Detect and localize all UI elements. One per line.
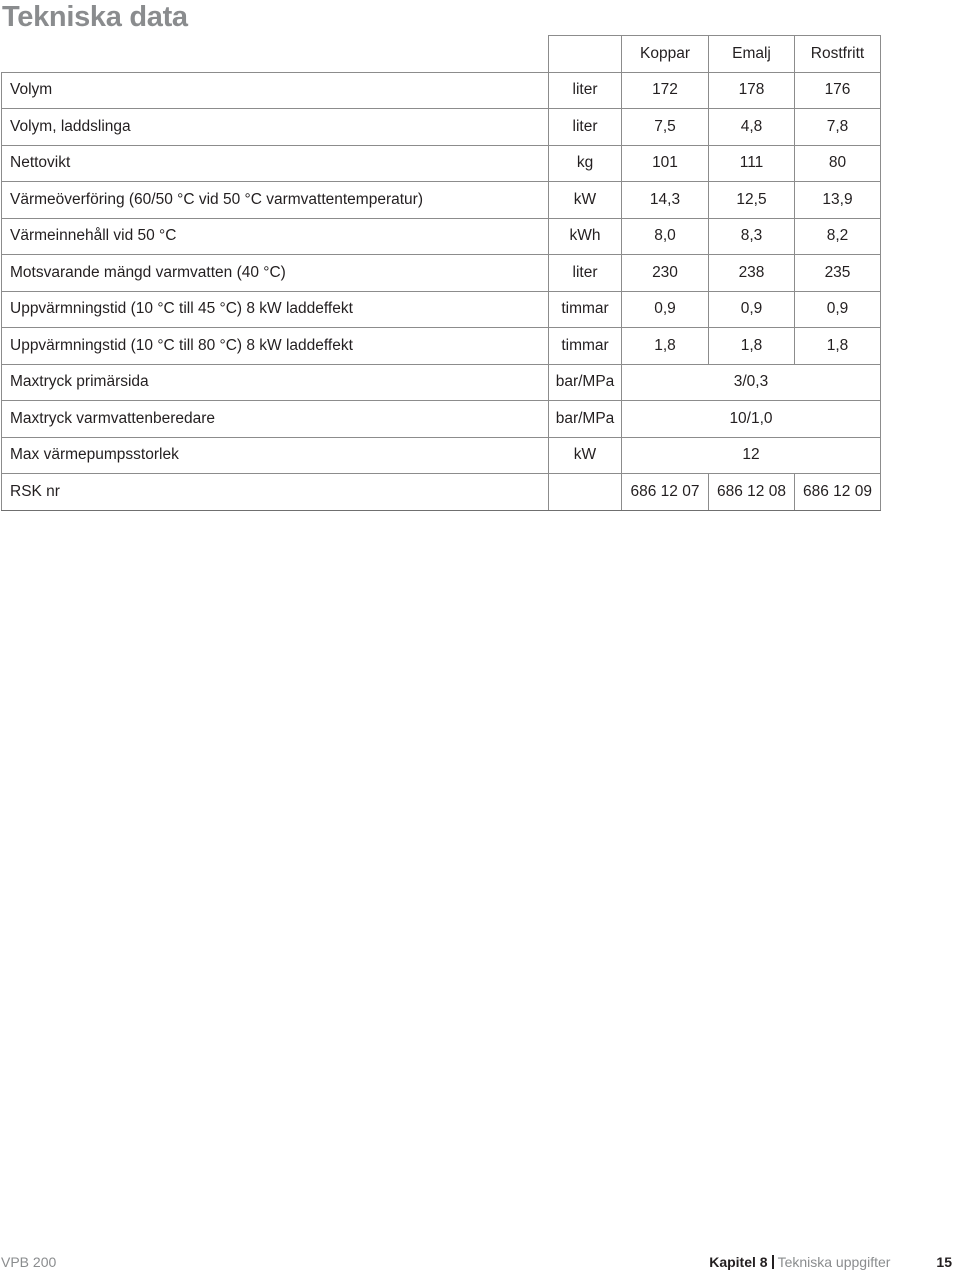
- table-row: [2, 364, 881, 401]
- row-label: Uppvärmningstid (10 °C till 80 °C) 8 kW laddeffekt: [2, 328, 549, 365]
- row-label: Uppvärmningstid (10 °C till 45 °C) 8 kW laddeffekt: [2, 291, 549, 328]
- row-unit: kW: [549, 437, 622, 474]
- table-row: [2, 328, 881, 365]
- technical-data-table: [1, 35, 881, 511]
- row-label: RSK nr: [2, 474, 549, 511]
- row-unit: liter: [549, 72, 622, 109]
- row-unit: timmar: [549, 291, 622, 328]
- row-merged-value: 3/0,3: [622, 364, 881, 401]
- table-row: [2, 218, 881, 255]
- row-value: 1,8: [622, 328, 709, 365]
- row-label: Max värmepumpsstorlek: [2, 437, 549, 474]
- table-row: [2, 182, 881, 219]
- row-value: 8,3: [709, 218, 795, 255]
- row-value: 686 12 08: [709, 474, 795, 511]
- row-value: 8,2: [795, 218, 881, 255]
- row-merged-value: 10/1,0: [622, 401, 881, 438]
- row-value: 1,8: [709, 328, 795, 365]
- row-merged-value: 12: [622, 437, 881, 474]
- footer-page-number: 15: [936, 1254, 952, 1270]
- row-unit: kWh: [549, 218, 622, 255]
- column-header: Koppar: [622, 36, 709, 73]
- row-value: 0,9: [795, 291, 881, 328]
- table-row: [2, 109, 881, 146]
- row-value: 8,0: [622, 218, 709, 255]
- row-label: Värmeöverföring (60/50 °C vid 50 °C varmvattentemperatur): [2, 182, 549, 219]
- table-row: [2, 291, 881, 328]
- row-unit: kW: [549, 182, 622, 219]
- table-row: [2, 401, 881, 438]
- row-value: 178: [709, 72, 795, 109]
- row-label: Motsvarande mängd varmvatten (40 °C): [2, 255, 549, 292]
- table-row: [2, 255, 881, 292]
- table-row: [2, 474, 881, 511]
- page-title: Tekniska data: [2, 1, 188, 33]
- row-value: 1,8: [795, 328, 881, 365]
- row-value: 0,9: [709, 291, 795, 328]
- table-header-row: [2, 36, 881, 73]
- footer-chapter: Kapitel 8: [709, 1254, 768, 1270]
- column-header: Rostfritt: [795, 36, 881, 73]
- header-empty-cell: [2, 36, 549, 73]
- row-unit: bar/MPa: [549, 401, 622, 438]
- row-value: 80: [795, 145, 881, 182]
- row-label: Nettovikt: [2, 145, 549, 182]
- row-label: Maxtryck primärsida: [2, 364, 549, 401]
- row-value: 7,8: [795, 109, 881, 146]
- row-value: 172: [622, 72, 709, 109]
- row-unit: liter: [549, 255, 622, 292]
- row-unit: timmar: [549, 328, 622, 365]
- row-value: 111: [709, 145, 795, 182]
- footer-product-name: VPB 200: [1, 1254, 57, 1270]
- row-value: 101: [622, 145, 709, 182]
- row-value: 7,5: [622, 109, 709, 146]
- row-label: Maxtryck varmvattenberedare: [2, 401, 549, 438]
- row-value: 13,9: [795, 182, 881, 219]
- header-unit-cell: [549, 36, 622, 73]
- row-value: 176: [795, 72, 881, 109]
- row-value: 686 12 09: [795, 474, 881, 511]
- row-unit: kg: [549, 145, 622, 182]
- table-row: [2, 145, 881, 182]
- footer-chapter-info: [709, 1254, 952, 1270]
- row-value: 686 12 07: [622, 474, 709, 511]
- row-value: 230: [622, 255, 709, 292]
- row-value: 0,9: [622, 291, 709, 328]
- row-label: Värmeinnehåll vid 50 °C: [2, 218, 549, 255]
- footer-separator: [772, 1255, 774, 1269]
- row-unit: liter: [549, 109, 622, 146]
- row-label: Volym: [2, 72, 549, 109]
- row-value: 4,8: [709, 109, 795, 146]
- table-row: [2, 437, 881, 474]
- row-value: 238: [709, 255, 795, 292]
- row-value: 235: [795, 255, 881, 292]
- row-unit: bar/MPa: [549, 364, 622, 401]
- table-row: [2, 72, 881, 109]
- footer-section-title: Tekniska uppgifter: [777, 1254, 891, 1270]
- column-header: Emalj: [709, 36, 795, 73]
- row-unit: [549, 474, 622, 511]
- row-value: 14,3: [622, 182, 709, 219]
- row-value: 12,5: [709, 182, 795, 219]
- row-label: Volym, laddslinga: [2, 109, 549, 146]
